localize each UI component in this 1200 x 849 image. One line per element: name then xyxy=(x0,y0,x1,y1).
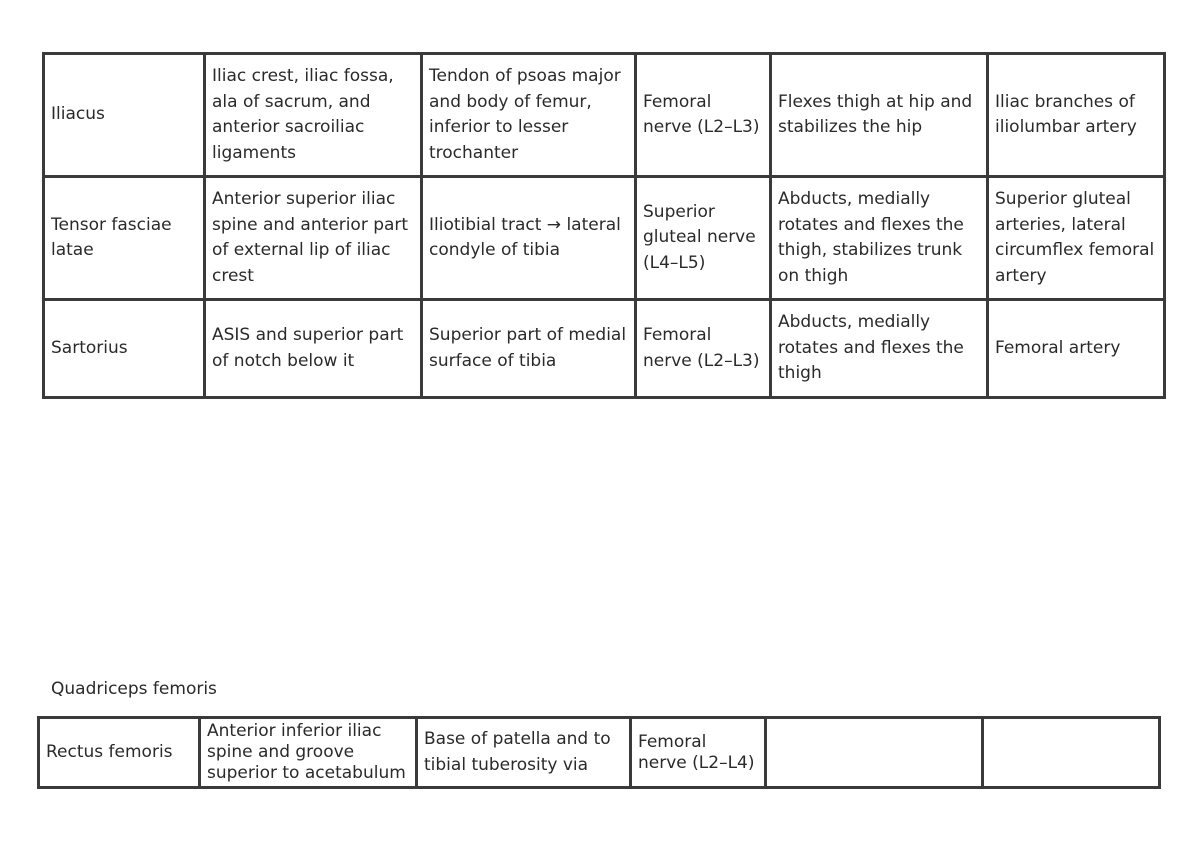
origin-cell: Anterior superior iliac spine and anterior part of external lip of iliac crest xyxy=(205,177,422,300)
action-cell xyxy=(766,718,983,788)
section-title: Quadriceps femoris xyxy=(51,679,217,699)
insertion-cell: Base of patella and to tibial tuberosity via xyxy=(417,718,631,788)
blood-supply-cell xyxy=(983,718,1160,788)
blood-supply-cell: Iliac branches of iliolumbar artery xyxy=(988,54,1165,177)
blood-supply-cell: Femoral artery xyxy=(988,300,1165,398)
muscle-name-cell: Tensor fasciae latae xyxy=(44,177,205,300)
action-cell: Abducts, medially rotates and flexes the thigh, stabilizes trunk on thigh xyxy=(771,177,988,300)
insertion-cell: Superior part of medial surface of tibia xyxy=(422,300,636,398)
table-row xyxy=(44,177,1165,300)
table-row xyxy=(44,54,1165,177)
muscle-name-cell: Iliacus xyxy=(44,54,205,177)
innervation-cell: Superior gluteal nerve (L4–L5) xyxy=(636,177,771,300)
blood-supply-cell: Superior gluteal arteries, lateral circumflex femoral artery xyxy=(988,177,1165,300)
innervation-cell: Femoral nerve (L2–L3) xyxy=(636,300,771,398)
origin-cell: ASIS and superior part of notch below it xyxy=(205,300,422,398)
insertion-cell: Tendon of psoas major and body of femur, inferior to lesser trochanter xyxy=(422,54,636,177)
action-cell: Abducts, medially rotates and flexes the thigh xyxy=(771,300,988,398)
muscle-table xyxy=(42,52,1166,399)
insertion-cell: Iliotibial tract → lateral condyle of tibia xyxy=(422,177,636,300)
innervation-cell: Femoral nerve (L2–L4) xyxy=(631,718,766,788)
origin-cell: Iliac crest, iliac fossa, ala of sacrum, and anterior sacroiliac ligaments xyxy=(205,54,422,177)
table-row xyxy=(44,300,1165,398)
origin-cell: Anterior inferior iliac spine and groove superior to acetabulum xyxy=(200,718,417,788)
muscle-name-cell: Rectus femoris xyxy=(39,718,200,788)
innervation-cell: Femoral nerve (L2–L3) xyxy=(636,54,771,177)
muscle-name-cell: Sartorius xyxy=(44,300,205,398)
action-cell: Flexes thigh at hip and stabilizes the hip xyxy=(771,54,988,177)
table-row xyxy=(39,718,1160,788)
quadriceps-table xyxy=(37,716,1161,789)
